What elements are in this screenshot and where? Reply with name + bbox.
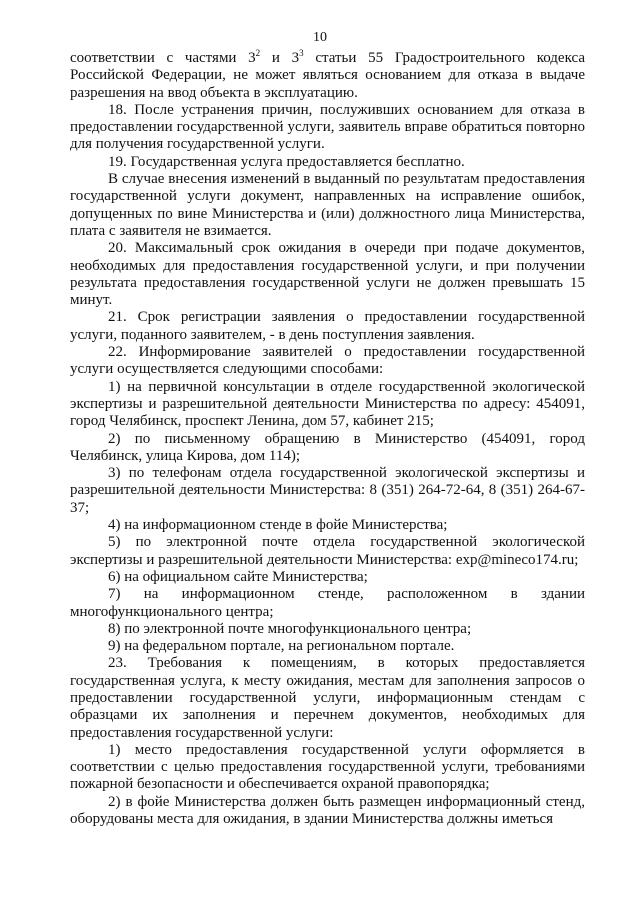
- list-item-23-1: 1) место предоставления государственной услуги оформляется в соответствии с целью предоставления государственной услуги, требованиями пожарной безопасности и обеспечивается охраной правопорядка;: [70, 741, 585, 793]
- list-item-22-8: 8) по электронной почте многофункционального центра;: [108, 620, 472, 637]
- list-item-22-2: 2) по письменному обращению в Министерство (454091, город Челябинск, улица Кирова, дом 114);: [70, 430, 585, 464]
- list-item-22-7: 7) на информационном стенде, расположенном в здании многофункционального центра;: [70, 586, 585, 620]
- list-item-22-5: 5) по электронной почте отдела государственной экологической экспертизы и разрешительной деятельности Министерства: exp@mineco174.ru;: [70, 534, 585, 568]
- list-item-22-1: 1) на первичной консультации в отделе государственной экологической экспертизы и разрешительной деятельности Министерства по адресу: 454091, город Челябинск, проспект Ленина, дом 57, кабинет 215;: [70, 378, 585, 430]
- list-item-23-2: 2) в фойе Министерства должен быть размещен информационный стенд, оборудованы места для ожидания, в здании Министерства должны иметься: [70, 793, 585, 828]
- text-run: соответствии с частями 3: [70, 50, 256, 66]
- page-number: 10: [313, 30, 327, 45]
- list-item-22-3: 3) по телефонам отдела государственной экологической экспертизы и разрешительной деятельности Министерства: 8 (351) 264-72-64, 8 (351) 264-67-37;: [70, 465, 585, 516]
- paragraph-19: 19. Государственная услуга предоставляется бесплатно.: [108, 153, 465, 170]
- document-body: [70, 50, 585, 828]
- superscript: 2: [255, 48, 261, 58]
- text-run: и 3: [260, 50, 300, 66]
- list-item-22-6: 6) на официальном сайте Министерства;: [108, 568, 368, 585]
- list-item-22-9: 9) на федеральном портале, на региональном портале.: [108, 638, 455, 655]
- paragraph-18: 18. После устранения причин, послуживших основанием для отказа в предоставлении государственной услуги, заявитель вправе обратиться повторно для получения государственной услуги.: [70, 101, 585, 153]
- paragraph-23: 23. Требования к помещениям, в которых предоставляется государственная услуга, к месту ожидания, местам для заполнения запросов о предоставлении государственной услуги, информационным стендам с образцами их заполнения и перечнем документов, необходимых для предоставления государственной услуги:: [70, 655, 585, 741]
- paragraph-20: 20. Максимальный срок ожидания в очереди при подаче документов, необходимых для предоставления государственной услуги, и при получении результата предоставления государственной услуги не должен превышать 15 минут.: [70, 240, 585, 309]
- list-item-22-4: 4) на информационном стенде в фойе Министерства;: [108, 517, 448, 534]
- superscript: 3: [299, 48, 304, 58]
- paragraph-19-fee-note: В случае внесения изменений в выданный по результатам предоставления государственной услуги документ, направленных на исправление ошибок, допущенных по вине Министерства и (или) должностного лица Министерства, плата с заявителя не взимается.: [70, 171, 585, 239]
- paragraph-continuation: [70, 50, 585, 102]
- paragraph-22: 22. Информирование заявителей о предоставлении государственной услуги осуществляется следующими способами:: [70, 344, 585, 378]
- paragraph-21: 21. Срок регистрации заявления о предоставлении государственной услуги, поданного заявителем, - в день поступления заявления.: [70, 309, 585, 343]
- text-run: статьи 55 Градостроительного кодекса Российской Федерации, не может являться основанием для отказа в выдаче разрешения на ввод объекта в эксплуатацию.: [70, 50, 585, 101]
